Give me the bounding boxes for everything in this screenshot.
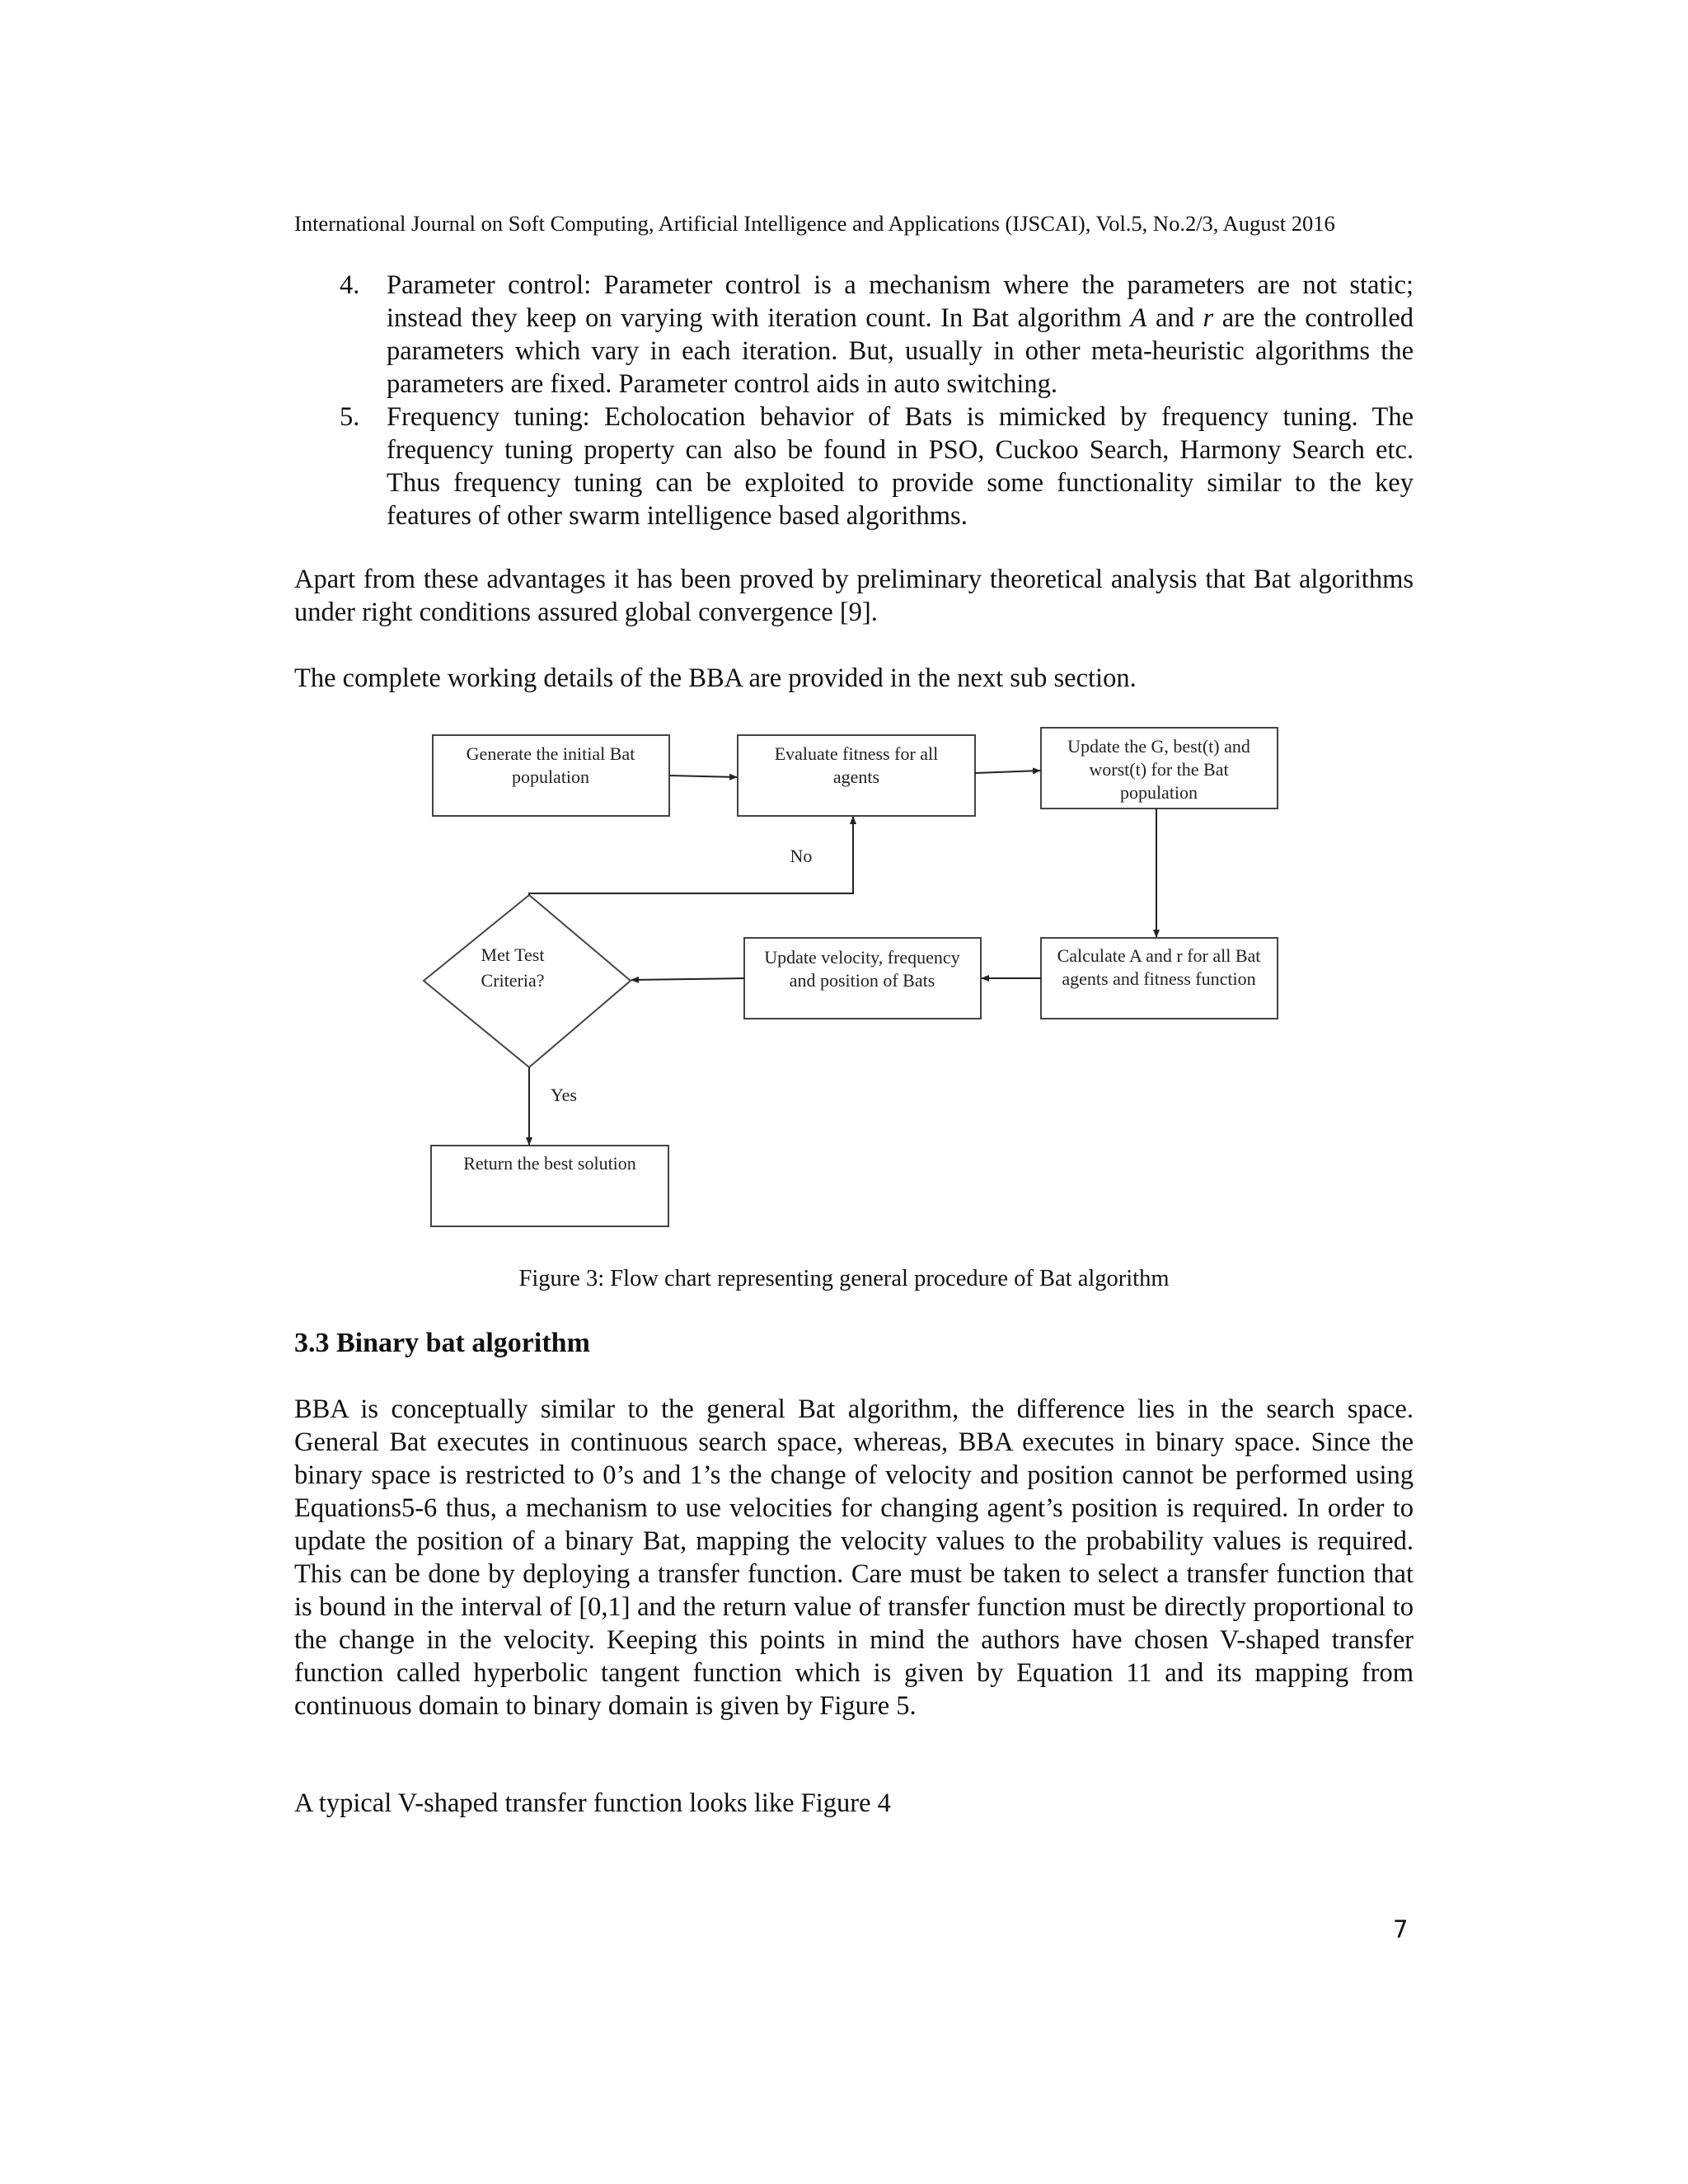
flow-box-text: Evaluate fitness for all [774, 743, 939, 764]
flow-box-text: Update the G, best(t) and [1067, 736, 1250, 757]
flow-box-return-solution [431, 1146, 668, 1226]
flow-box-text: population [1119, 782, 1198, 803]
flow-decision-met-criteria [424, 895, 631, 1067]
running-header: International Journal on Soft Computing, Artificial Intelligence and Applications (IJSCAI), Vol.5, No.2/3, August 2016 [294, 211, 1335, 236]
figure-caption: Figure 3: Flow chart representing general procedure of Bat algorithm [518, 1266, 1170, 1291]
flow-box-text: Calculate A and r for all Bat [1057, 945, 1261, 966]
paragraph-working-details: The complete working details of the BBA are provided in the next sub section. [294, 663, 1137, 693]
paragraph-bba-description: BBA is conceptually similar to the general Bat algorithm, the difference lies in the search space. General Bat executes in continuous search space, whereas, BBA executes in binary space. Since the binary space is restricted to 0’s and 1’s the change of velocity and position cannot be performed using Equations5-6 thus, a mechanism to use velocities for changing agent’s position is required. In order to update the position of a binary Bat, mapping the velocity values to the probability values is required. This can be done by deploying a transfer function. Care must be taken to select a transfer function that is bound in the interval of [0,1] and the return value of transfer function must be directly proportional to the change in the velocity. Keeping this points in mind the authors have chosen V-shaped transfer function called hyperbolic tangent function which is given by Equation 11 and its mapping from continuous domain to binary domain is given by Figure 5. [294, 1394, 1414, 1721]
flow-box-text: Return the best solution [463, 1153, 636, 1174]
list-item-number: 5. [340, 402, 360, 432]
list-item-text: and [1146, 303, 1203, 333]
list-item-number: 4. [340, 270, 360, 300]
flow-box-update-velocity [744, 938, 981, 1019]
flow-box-text: Update velocity, frequency [764, 947, 960, 968]
list-item-text: Frequency tuning: Echolocation behavior of Bats is mimicked by frequency tuning. The frequency tuning property can also be found in PSO, Cuckoo Search, Harmony Search etc. Thus frequency tuning can be exploited to provide some functionality similar to the key features of other swarm intelligence based algorithms. [387, 402, 1414, 531]
flow-decision-text: Criteria? [481, 970, 545, 991]
flow-box-text: and position of Bats [789, 970, 935, 991]
flow-box-evaluate-fitness [738, 735, 975, 816]
flow-arrow-evaluate-to-update [975, 771, 1040, 773]
page-number: 7 [1393, 1915, 1409, 1943]
flow-arrow-generate-to-evaluate [669, 776, 737, 777]
flow-box-text: agents and fitness function [1062, 968, 1256, 989]
paragraph-typical-vshaped: A typical V-shaped transfer function looks like Figure 4 [294, 1788, 891, 1818]
flow-label-yes: Yes [550, 1085, 578, 1105]
flow-box-text: worst(t) for the Bat [1089, 759, 1229, 780]
flow-box-text: Generate the initial Bat [466, 743, 635, 764]
list-item-text: are the controlled parameters which vary in each iteration. But, usually in other meta-heuristic algorithms the parameters are fixed. Parameter control aids in auto switching. [387, 303, 1414, 399]
section-heading: 3.3 Binary bat algorithm [294, 1328, 590, 1358]
italic-symbol-a: A [1130, 303, 1147, 333]
flow-box-calculate-a-r [1041, 938, 1278, 1019]
flow-box-update-best-worst [1041, 728, 1278, 808]
flow-arrow-velocity-to-decision [631, 978, 744, 980]
flow-box-text: agents [832, 766, 880, 787]
italic-symbol-r: r [1203, 303, 1214, 333]
paragraph-advantages: Apart from these advantages it has been proved by preliminary theoretical analysis that Bat algorithms under right conditions assured global convergence [9]. [294, 565, 1414, 627]
flow-label-no: No [790, 846, 813, 866]
list-item-text: Parameter control: Parameter control is a mechanism where the parameters are not static; instead they keep on varying with iteration count. In Bat algorithm [387, 270, 1414, 333]
flow-box-generate-population [433, 735, 669, 816]
flow-decision-text: Met Test [481, 944, 545, 965]
flow-box-text: population [511, 766, 590, 787]
